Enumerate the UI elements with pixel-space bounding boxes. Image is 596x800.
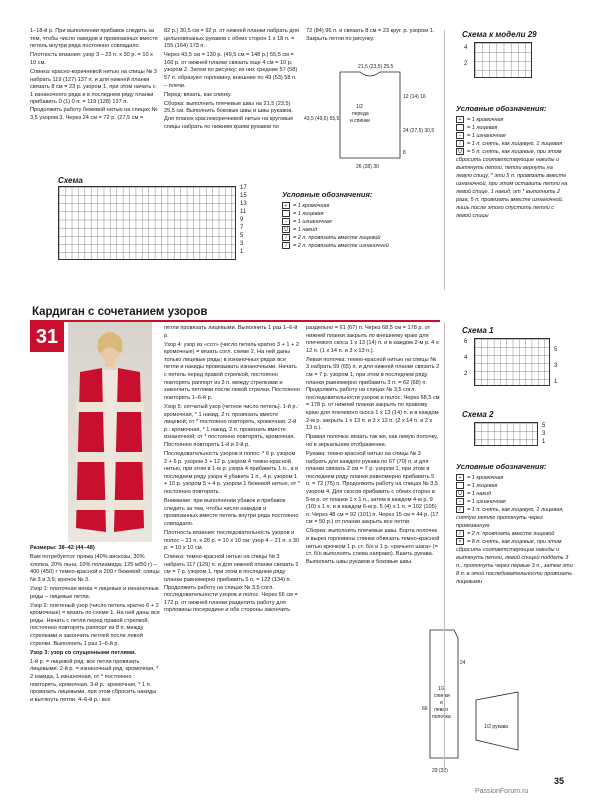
paragraph: Размеры: 38–42 (44–48) (30, 545, 95, 551)
column-divider (444, 322, 445, 772)
svg-text:8: 8 (403, 150, 406, 156)
svg-text:43,5 (49,5) 55,5: 43,5 (49,5) 55,5 (304, 116, 340, 122)
paragraph: Вам потребуется: пряжа (40% вискозы, 30% хлопка, 20% льна, 10% полиамида; 125 м/50 г) – 400 (450) г темно-красной и 200 г бежевой; спицы № 3 и 3,5; крючок № 3. (30, 554, 160, 583)
garment-schematic-top (300, 58, 440, 176)
top-text-column-1 (30, 28, 158, 124)
svg-text:1/2 рукава: 1/2 рукава (484, 724, 509, 730)
legend-model: + = 1 кромочная = 1 лицевая U = 1 накид − = 1 изнаночная ⁄ = 1 п. снять, как лицевую, 1 лицевая, снятую петлю протянуть через провязанную ⁄ = 2 п. провязать вместе лицевой × = 8 п. снять, как лицевые, при этом сбросить соответствующие накиды и вытянуть петли, левой спицей поддеть 3 п., протянуть через первые 3 п., затем эти 8 п. в этой последовательности провязать лицевыми (456, 475, 573, 585)
top-text-column-3 (306, 28, 438, 45)
yarn-over-icon: U (282, 226, 290, 233)
garment-schematic-model (418, 610, 538, 780)
paragraph: Сборка: выполнить плечевые швы на 21,5 (23,5) 25,5 см. Выполнить боковые швы и швы рукавов. Для планок краснокоричневой нитью на круговые спицы набрать по нижним краям рукавов по (164, 100, 294, 130)
top-text-column-2 (164, 28, 300, 133)
svg-text:переда: переда (352, 111, 369, 117)
paragraph: Плотность вязания: узор 3 – 23 п. x 30 р. = 10 x 10 см. (30, 52, 153, 66)
paragraph: 82 р.) 30,5 см = 92 р. от нижней планки набрать для цельновязаных рукавов с обеих сторон 1 x 18 п. = 155 (164) 173 п. (164, 28, 299, 50)
schema-2-chart (474, 422, 538, 446)
schema-1-chart (474, 338, 550, 386)
knit-icon (282, 210, 290, 217)
svg-text:26 (28) 30: 26 (28) 30 (356, 164, 379, 170)
footer-watermark: PassionForum.ru (475, 788, 529, 795)
paragraph: 1-й р. = лицевой ряд: все петли провязать лицевыми. 2-й р. = изнаночный ряд: кромочная, * 2 накида, 1 изнаночная, от * постоянно повторять, кромочная. 3-й р.: кромочная, * 1 п. провязать лицевыми, при этом сбросить накиды и вытянуть петли. 4–6-й р.: все (30, 658, 159, 703)
svg-text:и спинки: и спинки (350, 118, 370, 124)
paragraph: Через 43,5 см = 130 р. (49,5 см = 148 р.) 55,5 см = 166 р. от нижней планки связать еще 4 см = 10 р. узором 2. Затем по рисунку; из них средние 57 (58) 57 п. образуют горловину, внешние по 49 (53) 58 п. – плечи. (164, 52, 298, 89)
page-number: 35 (554, 776, 565, 786)
column-divider (444, 30, 445, 290)
paragraph: 1–18-й р. При выполнении прибавок следить за тем, чтобы число накидов и провязанных вместе петель внутри ряда постоянно совпадало. (30, 28, 158, 50)
article-title: Кардиган с сочетанием узоров (32, 306, 208, 318)
svg-text:спинки: спинки (434, 693, 450, 699)
model-text-middle: петли провязать лицевыми. Выполнить 1 раз 1–6-й р. Узор 4: узор из «сот» (число петель кратно 3 + 1 + 2 кромочные) = вязать согл. схеме 2. На ней даны только лицевые ряды; в изнаночных рядах все петли и накиды провязывать изнаночными. Начать с петель перед правой стрелкой, постоянно повторять раппорт из 3 п. между стрелками и закончить петлями после левой стрелки. Постоянно повторять 1–6-й р. Узор 5: сетчатый узор (четное число петель). 1-й р.: кромочная, * 1 накид, 2 п. провязать вместе лицевой; от * постоянно повторять, кромочная. 2-й р.: кромочная, * 1 накид, 2 п. провязать вместе изнаночной; от * постоянно повторять, кромочная. Постоянно повторять 1-й и 2-й р. Последовательность узоров и полос: * 6 р. узором 2 + 6 р. узором 3 + 12 р. узором 4 темно-красной нитью, при этом в 1-м р. узора 4 прибавить 1 п., а в последнем ряду узора 4 убавить 1 п., 4 р. узором 1 + 10 р. узором 5 + 4 р. узором 1 бежевой нитью, от * постоянно повторять. Внимание: при выполнении убавок и прибавок следить за тем, чтобы число накидов и провязанных вместе петель внутри ряда постоянно совпадало. Плотность вязания: последовательность узоров и полос – 21 п. x 26 р. = 10 x 10 см; узор 4 – 21 п. x 30 р. = 10 x 10 см. Спинка: темно-красной нитью на спицы № 3 набрать 117 (129) п. и для нижней планки связать 2 см = 7 р. узором 1, при этом в последнем ряду планки равномерно прибавить 5 п. = 122 (134) п. Продолжить работу на спицах № 3,5 согл. последовательности узоров и полос. Через 66 см = 172 р. от нижней планки разделить работу для горловины посередине и обе стороны закончить (164, 325, 300, 614)
model-text-right: раздельно = 61 (67) п. Через 68,5 см = 178 р. от нижней планки закрыть по внешнему краю для плечевого скоса 1 x 13 (14) п. и в каждом 2-м р. 4 x 12 п. (1 x 14 п. и 3 x 13 п.). Левая полочка: темно-красной нитью на спицы № 3 набрать 59 (65) п. и для нижней планки связать 2 см = 7 р. узором 1, при этом в последнем ряду планки равномерно прибавить 3 п. = 62 (68) п. Продолжить работу на спицах № 3,5 согл. последовательности узоров и полос. Через 68,5 см = 178 р. от нижней планки закрыть по правому краю для плечевого скоса 1 x 13 (14) п. и в каждом 2-м р. закрыть 1 x 13 п. и 3 x 12 п. (2 x 14 п. и 2 x 13 п.). Правая полочка: вязать так же, как левую полочку, но в зеркальном отображении. Рукава: темно-красной нитью на спицы № 3 набрать для каждого рукава по 67 (70) п. и для планки связать 2 см = 7 р. узором 1, при этом в последнем ряду планки равномерно прибавить 5 п. = 72 (75) п. Продолжить работу на спицах № 3,5 узором 4. Для скосов прибавить с обеих сторон в 5-м р. от планки 1 x 1 п., затем в каждом 4-м р. 9 (10) x 1 п. и в каждом 6-м р. 5 (4) x 1 п. = 102 (105) п. Через 48 см = 92 (101) п. Через 15 см = 44 р. (17 см = 50 р.) от планки закрыть все петли. Сборка: выполнить плечевые швы. Борта полочек и вырез горловины спинки обвязать темно-красной нитью крючком 1 р. ст. б/н и 1 р. «рачьего шага» (= ст. б/н выполнять слева направо). Вшить рукава. Выполнить швы рукавов и боковые швы. (306, 325, 440, 565)
schema-1-label: Схема 1 (462, 326, 494, 335)
purl-icon: − (282, 218, 290, 225)
svg-text:полочка: полочка (432, 714, 451, 720)
pattern-29-label: Схема к модели 29 (462, 30, 537, 39)
svg-text:1/2: 1/2 (438, 686, 445, 692)
svg-text:12 (14) 16: 12 (14) 16 (403, 94, 426, 100)
svg-text:и: и (440, 700, 443, 706)
svg-text:левая: левая (434, 707, 448, 713)
selvedge-icon: + (282, 202, 290, 209)
knitting-chart-top (58, 186, 236, 260)
paragraph: Перед: вязать, как спинку. (164, 91, 232, 98)
p2tog-icon: ⁄ (282, 242, 290, 249)
legend-title-top: Условные обозначения: (282, 190, 373, 199)
svg-text:66: 66 (422, 706, 428, 712)
neck-dim: 21,5 (23,5) 25,5 (358, 64, 394, 70)
svg-text:24: 24 (460, 660, 466, 666)
model-number-badge: 31 (30, 322, 64, 352)
pattern-29-chart (474, 42, 532, 78)
k2tog-icon: ⁄ (282, 234, 290, 241)
paragraph: Узор 3: узор со спущенными петлями. (30, 649, 137, 656)
schema-2-label: Схема 2 (462, 410, 494, 419)
paragraph: Спинка: красно-коричневой нитью на спицы № 3 набрать 119 (127) 137 п. и для нижней планки связать 8 см = 23 р. узором 1, при этом начать с 1 изнаночного ряда и в последнем ряду планки прибавить 0 (1) 0 п. = 119 (128) 137 п. Продолжить работу бежевой нитью на спицах № 3,5 узором 3. Через 24 см = 72 р. (27,5 см = (30, 68, 158, 121)
paragraph: Узор 2: плетеный узор (число петель кратно 6 + 2 кромочные) = вязать по схеме 1. На ней даны все ряды. Начать с петли перед правой стрелкой, постоянно повторять раппорт из 8 п. между стрелками и закончить петлей после левой стрелки. Выполнить 1 раз 1–6-й р. (30, 602, 160, 647)
paragraph: 72 (84) 96 п. и связать 8 см = 23 круг. р. узором 1. Закрыть петли по рисунку. (306, 28, 435, 42)
svg-text:24 (27,5) 30,5: 24 (27,5) 30,5 (403, 128, 435, 134)
schema-label-top: Схема (58, 176, 83, 185)
paragraph: Узор 1: платочная вязка = лицевые и изнаночные ряды – лицевые петли. (30, 585, 159, 600)
model-text-left (30, 545, 160, 706)
model-photo (68, 322, 152, 542)
svg-text:29 (32): 29 (32) (432, 768, 448, 774)
legend-29: + = 1 кромочная = 1 лицевая − = 1 изнаночная ⁄ = 1 п. снять, как лицевую, 1 лицевая U = 5 п. снять, как лицевые, при этом сбросить соответствующие накиды и вытянуть петли, петли вернуть на левую спицу, * эти 5 п. провязать вместе изнаночной, при этом оставить петли на левой спице, 1 накид, от * выполнить 2 раза, 5 п. провязать вместе изнаночной, лишь после этого спустить петли с левой спицы (456, 117, 568, 219)
front-label: 1/2 (356, 104, 363, 110)
legend-title-29: Условные обозначения: (456, 104, 547, 113)
legend-title-model: Условные обозначения: (456, 462, 547, 471)
legend-top: + = 1 кромочная = 1 лицевая − = 1 изнаночная U = 1 накид ⁄ = 2 п. провязать вместе лицевой ⁄ = 2 п. провязать вместе изнаночной (282, 202, 432, 250)
